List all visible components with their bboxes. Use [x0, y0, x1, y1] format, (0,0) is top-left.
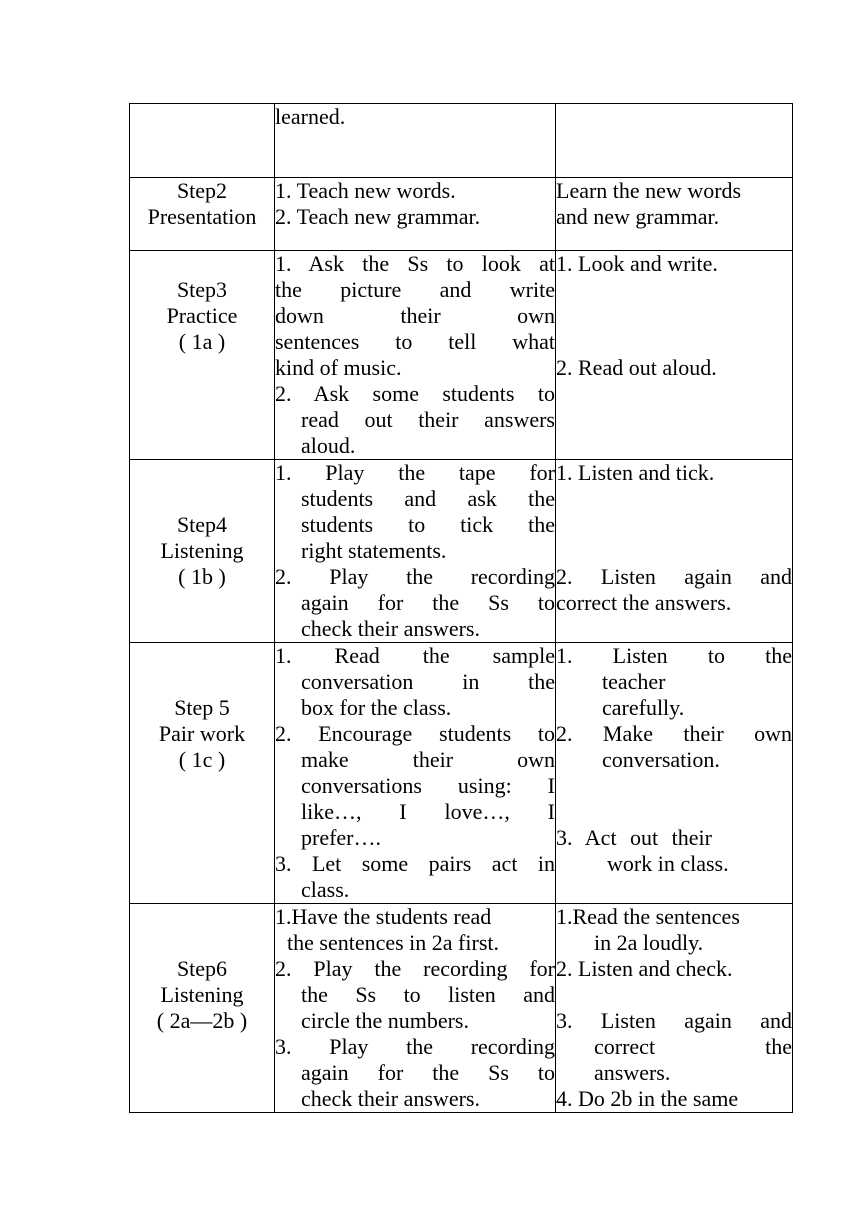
student-line: 2. Read out aloud.: [556, 355, 717, 380]
student-line: conversation.: [602, 747, 720, 772]
teacher-line: 1. Teach new words.: [275, 178, 456, 203]
teacher-line: make their own: [301, 747, 555, 772]
teacher-line: 2. Play the recording: [275, 564, 555, 589]
student-line: Learn the new words: [556, 178, 742, 203]
teacher-line: the Ss to listen and: [301, 982, 555, 1007]
lesson-plan-table: [129, 103, 793, 1113]
student-line: in 2a loudly.: [594, 930, 704, 955]
teacher-line: learned.: [275, 104, 346, 129]
teacher-line: box for the class.: [301, 695, 452, 720]
student-line: and new grammar.: [556, 204, 720, 229]
student-line: correct the: [594, 1034, 792, 1059]
teacher-line: students and ask the: [301, 486, 555, 511]
table-row: [130, 460, 793, 643]
student-line: carefully.: [602, 695, 685, 720]
step-cell: [130, 104, 275, 178]
student-line: 1. Listen to the: [556, 643, 792, 668]
teacher-activity-cell: [275, 643, 556, 904]
teacher-line: 1. Play the tape for: [275, 460, 555, 485]
teacher-line: read out their answers: [301, 407, 555, 432]
teacher-line: 2. Play the recording for: [275, 956, 555, 981]
teacher-line: circle the numbers.: [301, 1008, 469, 1033]
step-cell: Step2 Presentation: [130, 178, 275, 251]
student-activity-cell: [556, 904, 793, 1113]
student-activity-cell: [556, 251, 793, 460]
table-row: [130, 104, 793, 178]
student-line: 3. Act out their: [556, 825, 712, 850]
student-line: 2. Make their own: [556, 721, 792, 746]
student-line: work in class.: [607, 851, 729, 876]
teacher-activity-cell: [275, 178, 556, 251]
table-row: [130, 643, 793, 904]
student-line: 1. Listen and tick.: [556, 460, 715, 485]
teacher-line: prefer….: [301, 825, 382, 850]
teacher-line: again for the Ss to: [301, 590, 555, 615]
student-line: 2. Listen and check.: [556, 956, 733, 981]
teacher-line: down their own: [275, 303, 555, 328]
teacher-line: like…, I love…, I: [301, 799, 555, 824]
teacher-line: students to tick the: [301, 512, 555, 537]
teacher-line: check their answers.: [301, 616, 480, 641]
teacher-line: 2. Encourage students to: [275, 721, 555, 746]
step-cell: Step3 Practice ( 1a ): [130, 251, 275, 460]
student-activity-cell: [556, 643, 793, 904]
student-line: answers.: [594, 1060, 671, 1085]
teacher-line: 2. Ask some students to: [275, 381, 555, 406]
teacher-activity-cell: [275, 251, 556, 460]
teacher-activity-cell: [275, 904, 556, 1113]
teacher-line: 1. Read the sample: [275, 643, 555, 668]
student-line: correct the answers.: [556, 590, 732, 615]
teacher-line: 1.Have the students read: [275, 904, 492, 929]
teacher-line: conversation in the: [301, 669, 555, 694]
student-activity-cell: [556, 460, 793, 643]
student-line: 3. Listen again and: [556, 1008, 792, 1033]
teacher-line: the picture and write: [275, 277, 555, 302]
teacher-line: sentences to tell what: [275, 329, 555, 354]
table-row: [130, 178, 793, 251]
student-line: 4. Do 2b in the same: [556, 1086, 739, 1111]
step-cell: Step4 Listening ( 1b ): [130, 460, 275, 643]
student-line: 1.Read the sentences: [556, 904, 740, 929]
teacher-line: the sentences in 2a first.: [287, 930, 499, 955]
teacher-line: 1. Ask the Ss to look at: [275, 251, 555, 276]
step-cell: Step6 Listening ( 2a—2b ): [130, 904, 275, 1113]
teacher-line: conversations using: I: [301, 773, 555, 798]
teacher-line: aloud.: [301, 433, 356, 458]
table-row: [130, 251, 793, 460]
teacher-line: 3. Play the recording: [275, 1034, 555, 1059]
student-line: 1. Look and write.: [556, 251, 718, 276]
teacher-line: right statements.: [301, 538, 447, 563]
table-row: [130, 904, 793, 1113]
teacher-line: kind of music.: [275, 355, 402, 380]
student-activity-cell: [556, 178, 793, 251]
teacher-activity-cell: [275, 460, 556, 643]
teacher-line: check their answers.: [301, 1086, 480, 1111]
teacher-line: 3. Let some pairs act in: [275, 851, 555, 876]
teacher-line: 2. Teach new grammar.: [275, 204, 481, 229]
teacher-line: again for the Ss to: [301, 1060, 555, 1085]
teacher-activity-cell: [275, 104, 556, 178]
teacher-line: class.: [301, 877, 350, 902]
student-line: teacher: [602, 669, 666, 694]
step-cell: Step 5 Pair work ( 1c ): [130, 643, 275, 904]
student-activity-cell: [556, 104, 793, 178]
student-line: 2. Listen again and: [556, 564, 792, 589]
